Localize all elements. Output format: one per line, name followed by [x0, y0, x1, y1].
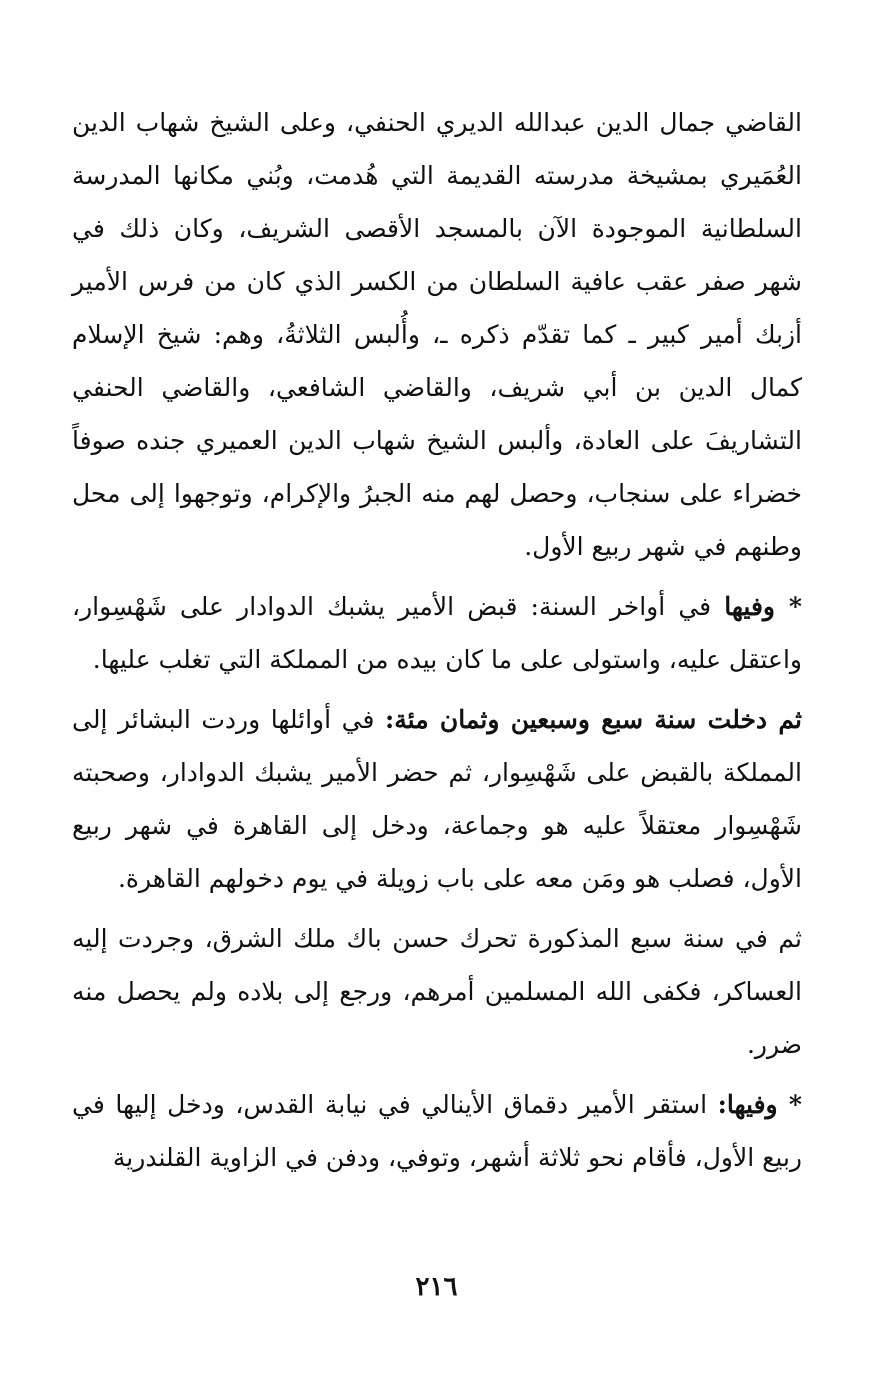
- paragraph-5: [72, 1078, 802, 1184]
- paragraph-1-text: القاضي جمال الدين عبدالله الديري الحنفي، وعلى الشيخ شهاب الدين العُمَيري بمشيخة مدرسته القديمة التي هُدمت، وبُني مكانها المدرسة السلطانية الموجودة الآن بالمسجد الأقصى الشريف، وكان ذلك في شهر صفر عقب عافية السلطان من الكسر الذي كان من فرس الأمير أزبك أمير كبير ـ كما تقدّم ذكره ـ، وأُلبس الثلاثةُ، وهم: شيخ الإسلام كمال الدين بن أبي شريف، والقاضي الشافعي، والقاضي الحنفي التشاريفَ على العادة، وألبس الشيخ شهاب الدين العميري جنده صوفاً خضراء على سنجاب، وحصل لهم منه الجبرُ والإكرام، وتوجهوا إلى محل وطنهم في شهر ربيع الأول.: [72, 108, 802, 561]
- paragraph-3-text: في أوائلها وردت البشائر إلى المملكة بالقبض على شَهْسِوار، ثم حضر الأمير يشبك الدوادار، وصحبته شَهْسِوار معتقلاً عليه هو وجماعة، ودخل إلى القاهرة في شهر ربيع الأول، فصلب هو ومَن معه على باب زويلة في يوم دخولهم القاهرة.: [72, 705, 802, 893]
- page-body: [72, 96, 802, 1184]
- paragraph-1: [72, 96, 802, 573]
- paragraph-3-lead: ثم دخلت سنة سبع وسبعين وثمان مئة:: [385, 705, 802, 734]
- paragraph-4: [72, 912, 802, 1071]
- page-number: ٢١٦: [415, 1272, 458, 1302]
- paragraph-3: [72, 693, 802, 905]
- paragraph-2-lead: * وفيها: [724, 592, 802, 621]
- paragraph-4-text: ثم في سنة سبع المذكورة تحرك حسن باك ملك الشرق، وجردت إليه العساكر، فكفى الله المسلمين أمرهم، ورجع إلى بلاده ولم يحصل منه ضرر.: [72, 924, 802, 1059]
- paragraph-5-text: استقر الأمير دقماق الأينالي في نيابة القدس، ودخل إليها في ربيع الأول، فأقام نحو ثلاثة أشهر، وتوفي، ودفن في الزاوية القلندرية: [72, 1090, 802, 1172]
- paragraph-5-lead: * وفيها:: [717, 1090, 803, 1119]
- paragraph-2: [72, 580, 802, 686]
- paragraph-2-text: في أواخر السنة: قبض الأمير يشبك الدوادار على شَهْسِوار، واعتقل عليه، واستولى على ما كان بيده من المملكة التي تغلب عليها.: [72, 592, 802, 674]
